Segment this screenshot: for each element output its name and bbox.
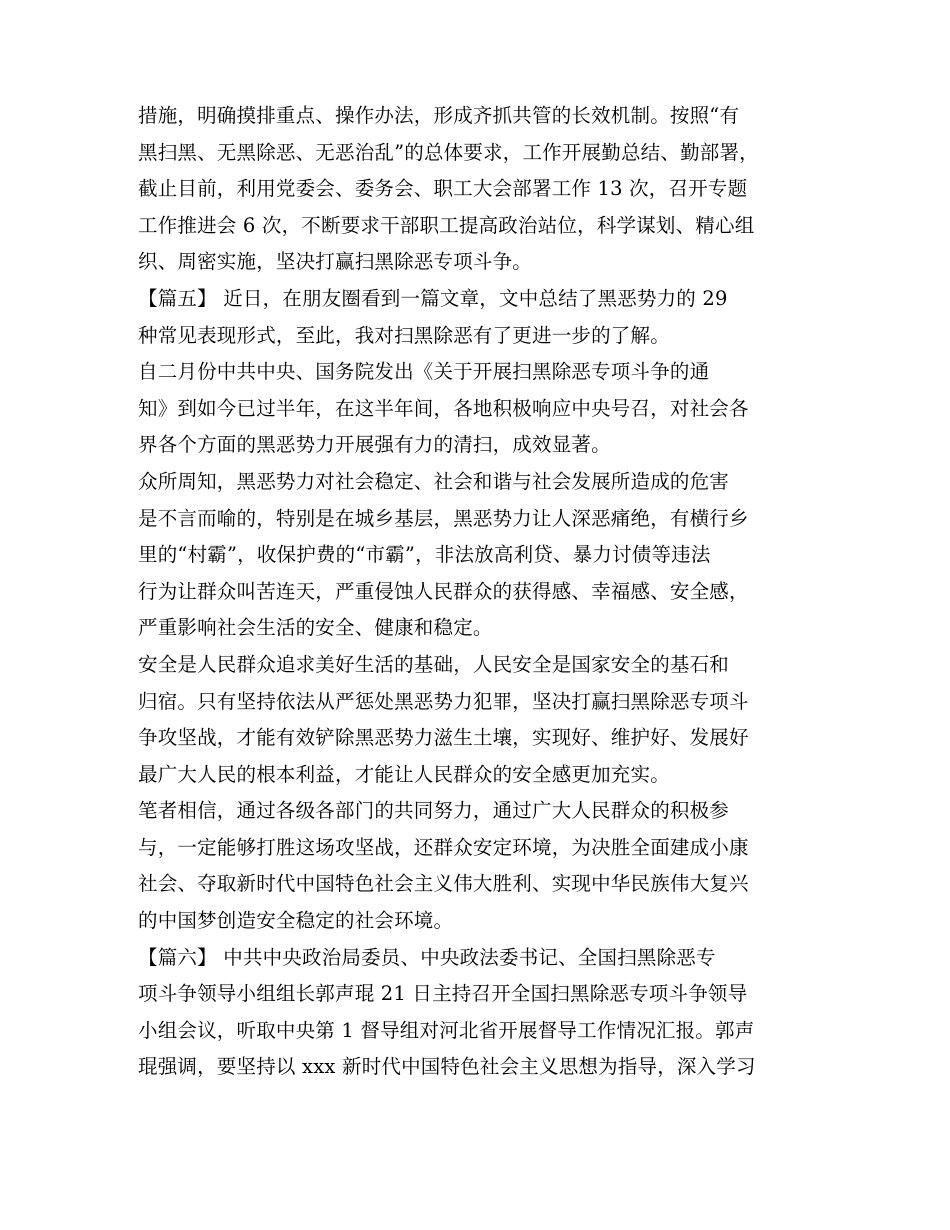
text-line: 项斗争领导小组组长郭声琨 21 日主持召开全国扫黑除恶专项斗争领导 [138, 982, 748, 1006]
text-line: 与，一定能够打胜这场攻坚战，还群众安定环境，为决胜全面建成小康 [138, 835, 749, 859]
text-line: 黑扫黑、无黑除恶、无恶治乱”的总体要求，工作开展勤总结、勤部署， [138, 140, 759, 164]
text-line: 措施，明确摸排重点、操作办法，形成齐抓共管的长效机制。按照“有 [138, 104, 740, 127]
text-line: 界各个方面的黑恶势力开展强有力的清扫，成效显著。 [138, 433, 611, 457]
text-line: 自二月份中共中央、国务院发出《关于开展扫黑除恶专项斗争的通 [138, 360, 710, 384]
text-line: 笔者相信，通过各级各部门的共同努力，通过广大人民群众的积极参 [138, 799, 730, 823]
text-line: 众所周知，黑恶势力对社会稳定、社会和谐与社会发展所造成的危害 [138, 469, 730, 493]
section-heading-line: 【篇六】 中共中央政治局委员、中央政法委书记、全国扫黑除恶专 [138, 945, 716, 969]
text-line: 行为让群众叫苦连天，严重侵蚀人民群众的获得感、幸福感、安全感， [138, 579, 749, 603]
text-line: 归宿。只有坚持依法从严惩处黑恶势力犯罪，坚决打赢扫黑除恶专项斗 [138, 689, 749, 713]
text-line: 严重影响社会生活的安全、健康和稳定。 [138, 616, 493, 640]
text-line: 知》到如今已过半年，在这半年间，各地积极响应中央号召，对社会各 [138, 396, 749, 420]
text-line: 种常见表现形式，至此，我对扫黑除恶有了更进一步的了解。 [138, 323, 670, 347]
text-line: 最广大人民的根本利益，才能让人民群众的安全感更加充实。 [138, 762, 670, 786]
text-line: 琨强调，要坚持以 xxx 新时代中国特色社会主义思想为指导，深入学习 [138, 1055, 756, 1079]
text-line: 小组会议，听取中央第 1 督导组对河北省开展督导工作情况汇报。郭声 [138, 1018, 755, 1042]
text-line: 工作推进会 6 次，不断要求干部职工提高政治站位，科学谋划、精心组 [138, 213, 755, 237]
text-line: 里的“村霸”，收保护费的“市霸”，非法放高利贷、暴力讨债等违法 [138, 543, 711, 567]
text-line: 截止目前，利用党委会、委务会、职工大会部署工作 13 次，召开专题 [138, 177, 748, 201]
text-line: 争攻坚战，才能有效铲除黑恶势力滋生土壤，实现好、维护好、发展好 [138, 726, 749, 750]
section-heading-line: 【篇五】 近日，在朋友圈看到一篇文章，文中总结了黑恶势力的 29 [138, 286, 728, 310]
text-line: 织、周密实施，坚决打赢扫黑除恶专项斗争。 [138, 250, 533, 274]
document-body [138, 98, 828, 1086]
text-line: 的中国梦创造安全稳定的社会环境。 [138, 909, 454, 933]
text-line: 是不言而喻的，特别是在城乡基层，黑恶势力让人深恶痛绝，有横行乡 [138, 506, 749, 530]
text-line: 社会、夺取新时代中国特色社会主义伟大胜利、实现中华民族伟大复兴 [138, 872, 749, 896]
text-line: 安全是人民群众追求美好生活的基础，人民安全是国家安全的基石和 [138, 652, 730, 676]
